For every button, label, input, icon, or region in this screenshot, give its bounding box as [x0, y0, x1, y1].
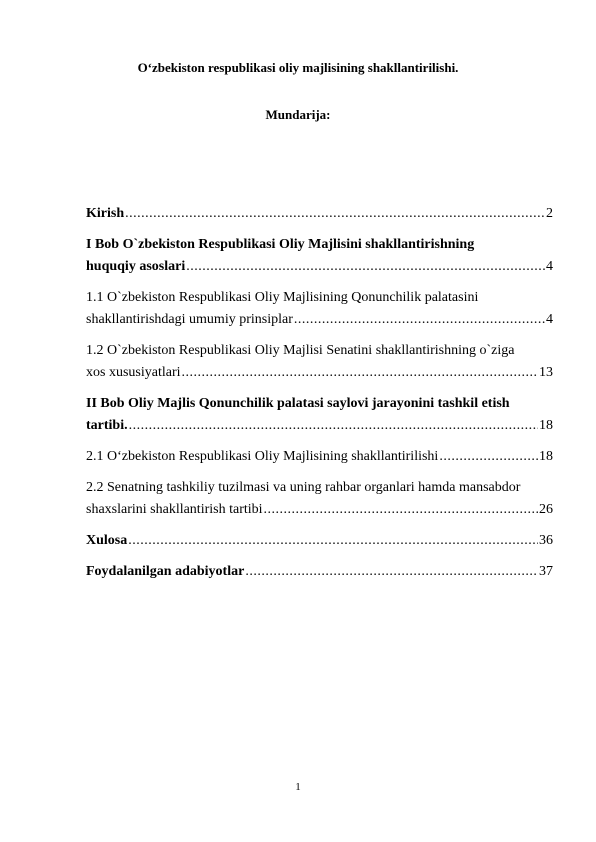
toc-entry-text: Xulosa [86, 533, 128, 548]
toc-entry-page: 2 [546, 206, 553, 221]
toc-entry-text-continued: shakllantirishdagi umumiy prinsiplar [86, 312, 293, 327]
toc-entry-section-2-2[interactable] [86, 477, 553, 521]
toc-entry-section-1-2[interactable] [86, 340, 553, 384]
toc-entry-text: 1.2 O`zbekiston Respublikasi Oliy Majlisi Senatini shakllantirishning o`ziga [86, 343, 515, 358]
toc-entry-page: 4 [546, 259, 553, 274]
toc-entry-text: I Bob O`zbekiston Respublikasi Oliy Majlisini shakllantirishning [86, 237, 475, 252]
toc-entry-chapter-2[interactable] [86, 393, 553, 437]
toc-entry-text: Kirish [86, 206, 125, 221]
toc-entry-page: 26 [539, 502, 553, 517]
toc-leader-dots [129, 415, 538, 437]
document-title: O‘zbekiston respublikasi oliy majlisining shakllantirilishi. [137, 60, 459, 75]
toc-entry-text-continued: huquqiy asoslari [86, 259, 186, 274]
toc-entry-page: 13 [539, 365, 553, 380]
toc-leader-dots [186, 256, 545, 278]
toc-leader-dots [245, 561, 538, 583]
toc-entry-page: 18 [539, 449, 553, 464]
toc-entry-text-continued: tartibi. [86, 418, 128, 433]
toc-entry-text: 2.1 O‘zbekiston Respublikasi Oliy Majlisining shakllantirilishi [86, 449, 439, 464]
toc-entry-text-continued: xos xususiyatlari [86, 365, 181, 380]
toc-heading: Mundarija: [265, 107, 331, 122]
toc-leader-dots [264, 499, 538, 521]
toc-entry-text: 1.1 O`zbekiston Respublikasi Oliy Majlisining Qonunchilik palatasini [86, 290, 479, 305]
toc-entry-page: 18 [539, 418, 553, 433]
toc-leader-dots [182, 362, 539, 384]
toc-entry-chapter-1[interactable] [86, 234, 553, 278]
page-number: 1 [295, 781, 301, 793]
toc-entry-text: II Bob Oliy Majlis Qonunchilik palatasi saylovi jarayonini tashkil etish [86, 396, 510, 411]
toc-leader-dots [294, 309, 545, 331]
toc-entry-page: 4 [546, 312, 553, 327]
toc-leader-dots [125, 203, 545, 225]
toc-entry-text-continued: shaxslarini shakllantirish tartibi [86, 502, 263, 517]
toc-entry-text: Foydalanilgan adabiyotlar [86, 564, 245, 579]
toc-leader-dots [128, 530, 538, 552]
toc-entry-section-1-1[interactable] [86, 287, 553, 331]
toc-entry-xulosa[interactable] [86, 530, 553, 552]
toc-entry-text: 2.2 Senatning tashkiliy tuzilmasi va uning rahbar organlari hamda mansabdor [86, 480, 521, 495]
toc-entry-bibliography[interactable] [86, 561, 553, 583]
toc-entry-page: 36 [539, 533, 553, 548]
toc-leader-dots [439, 446, 538, 468]
toc-entry-kirish[interactable] [86, 203, 553, 225]
toc-entry-section-2-1[interactable] [86, 446, 553, 468]
table-of-contents [86, 203, 553, 592]
toc-entry-page: 37 [539, 564, 553, 579]
